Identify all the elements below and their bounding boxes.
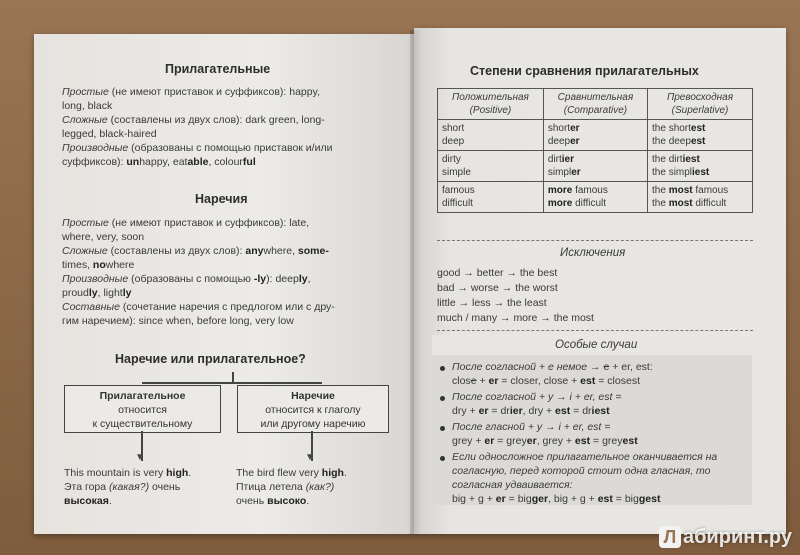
adj-line-2: long, black bbox=[62, 100, 113, 112]
adverb-box-title: Наречие bbox=[291, 390, 335, 402]
adverbs-heading: Наречия bbox=[195, 192, 248, 206]
exceptions-heading: Исключения bbox=[560, 247, 626, 259]
adj-line-4: legged, black-haired bbox=[62, 128, 157, 140]
adv-line-4: times, nowhere bbox=[62, 259, 135, 271]
adverb-example-ru-2: очень высоко. bbox=[236, 495, 310, 507]
connector-stem bbox=[232, 372, 234, 382]
adj-line-1: Простые (не имеют приставок и суффиксов): happy, bbox=[62, 86, 320, 98]
special-1-rule: После согласной + е немое → е + er, est: bbox=[452, 361, 653, 373]
bullet-1 bbox=[440, 366, 445, 371]
watermark-text: абиринт.ру bbox=[682, 526, 792, 548]
special-3-rule: После гласной + y → i + er, est = bbox=[452, 421, 611, 433]
adjective-example-en: This mountain is very high. bbox=[64, 467, 192, 479]
adj-line-3: Сложные (составлены из двух слов): dark green, long- bbox=[62, 114, 325, 126]
adverb-or-adjective-heading: Наречие или прилагательное? bbox=[115, 352, 306, 366]
adverb-example-ru: Птица летела (как?) bbox=[236, 481, 335, 493]
adverb-example-en: The bird flew very high. bbox=[236, 467, 347, 479]
degrees-heading: Степени сравнения прилагательных bbox=[470, 64, 699, 78]
labirint-watermark bbox=[659, 526, 792, 549]
special-2-example: dry + er = drier, dry + est = driest bbox=[452, 405, 610, 417]
adj-line-5: Производные (образованы с помощью приставок и/или bbox=[62, 142, 333, 154]
exception-line-4: much / many → more → the most bbox=[437, 312, 594, 324]
table-row: short deep shorter deeper the shortest the deepest bbox=[438, 120, 753, 151]
header-superlative: Превосходная (Superlative) bbox=[648, 89, 753, 120]
table-header-row bbox=[438, 89, 753, 120]
exception-line-2: bad → worse → the worst bbox=[437, 282, 558, 294]
degrees-table bbox=[437, 88, 753, 213]
adjectives-heading: Прилагательные bbox=[165, 62, 271, 76]
special-2-rule: После согласной + y → i + er, est = bbox=[452, 391, 622, 403]
connector-bar bbox=[142, 382, 322, 384]
adverb-box-line2: или другому наречию bbox=[260, 418, 366, 430]
adv-line-8: гим наречием): since when, before long, very low bbox=[62, 315, 294, 327]
adv-line-7: Составные (сочетание наречия с предлогом или с дру- bbox=[62, 301, 335, 313]
special-cases-heading: Особые случаи bbox=[555, 339, 638, 351]
adverb-rule-box bbox=[237, 385, 389, 433]
special-1-example: close + er = closer, close + est = closest bbox=[452, 375, 640, 387]
table-row: dirty simple dirtier simpler the dirtiest the simpliest bbox=[438, 151, 753, 182]
adverb-arrow-head: ▼ bbox=[305, 452, 315, 463]
adv-line-3: Сложные (составлены из двух слов): anywhere, some- bbox=[62, 245, 329, 257]
adj-line-6: суффиксов): unhappy, eatable, colourful bbox=[62, 156, 256, 168]
adv-line-2: where, very, soon bbox=[62, 231, 145, 243]
dashed-divider-2 bbox=[437, 330, 753, 331]
special-4-rule-3: согласная удваивается: bbox=[452, 479, 573, 491]
adjective-arrow-head: ▼ bbox=[135, 452, 145, 463]
bullet-4 bbox=[440, 456, 445, 461]
table-row: famous difficult more famous more difficult the most famous the most difficult bbox=[438, 182, 753, 213]
special-4-example: big + g + er = bigger, big + g + est = biggest bbox=[452, 493, 661, 505]
labirint-logo-icon: Л bbox=[659, 526, 681, 548]
adv-line-5: Производные (образованы с помощью -ly): deeply, bbox=[62, 273, 311, 285]
exception-line-1: good → better → the best bbox=[437, 267, 558, 279]
adjective-example-ru-2: высокая. bbox=[64, 495, 112, 507]
adjective-box-line1: относится bbox=[118, 404, 167, 416]
special-3-example: grey + er = greyer, grey + est = greyest bbox=[452, 435, 638, 447]
bullet-2 bbox=[440, 396, 445, 401]
special-4-rule-2: согласную, перед которой стоит одна гласная, то bbox=[452, 465, 711, 477]
header-positive: Положительная (Positive) bbox=[438, 89, 544, 120]
adjective-example-ru: Эта гора (какая?) очень bbox=[64, 481, 181, 493]
adjective-rule-box bbox=[64, 385, 221, 433]
adv-line-6: proudly, lightly bbox=[62, 287, 132, 299]
bullet-3 bbox=[440, 426, 445, 431]
header-comparative: Сравнительная (Comparative) bbox=[543, 89, 647, 120]
book-spine bbox=[410, 30, 420, 535]
adjective-box-title: Прилагательное bbox=[99, 390, 186, 402]
dashed-divider-1 bbox=[437, 240, 753, 241]
adverb-box-line1: относится к глаголу bbox=[265, 404, 361, 416]
adv-line-1: Простые (не имеют приставок и суффиксов): late, bbox=[62, 217, 310, 229]
exception-line-3: little → less → the least bbox=[437, 297, 547, 309]
special-4-rule-1: Если односложное прилагательное оканчивается на bbox=[452, 451, 718, 463]
adjective-box-line2: к существительному bbox=[92, 418, 193, 430]
